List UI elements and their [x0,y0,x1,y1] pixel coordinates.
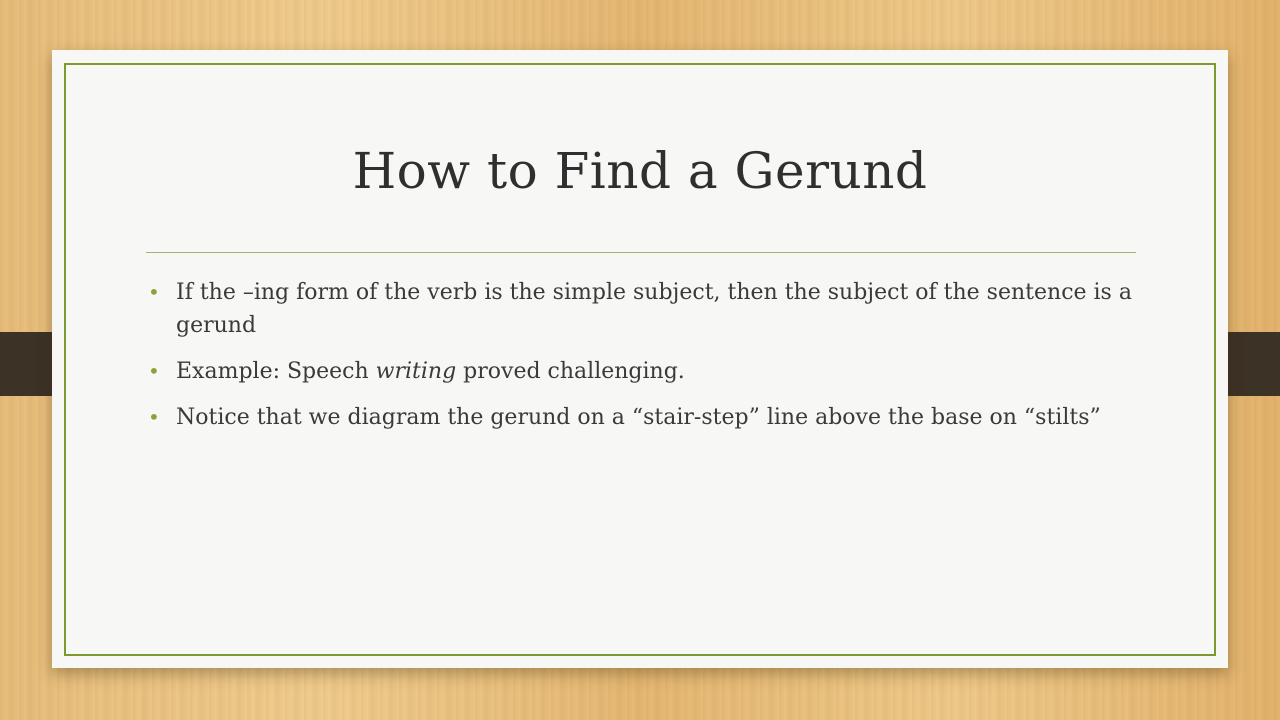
bullet-item-2 [148,355,1148,388]
bullet-text-2-prefix: Example: Speech [176,359,376,384]
bullet-text-3: Notice that we diagram the gerund on a “stair-step” line above the base on “stilts” [176,405,1101,430]
bullet-list [148,276,1148,447]
bullet-item-3 [148,401,1148,434]
title-divider [146,252,1136,253]
slide-title: How to Find a Gerund [352,142,928,200]
bullet-dot-icon: • [148,280,160,304]
bullet-item-1 [148,276,1148,342]
bullet-dot-icon: • [148,405,160,429]
slide-card [52,50,1228,668]
bullet-dot-icon: • [148,359,160,383]
bullet-text-1: If the –ing form of the verb is the simple subject, then the subject of the sentence is a gerund [176,280,1132,338]
bullet-text-2-suffix: proved challenging. [456,359,685,384]
bullet-text-2-emphasis: writing [375,359,457,384]
